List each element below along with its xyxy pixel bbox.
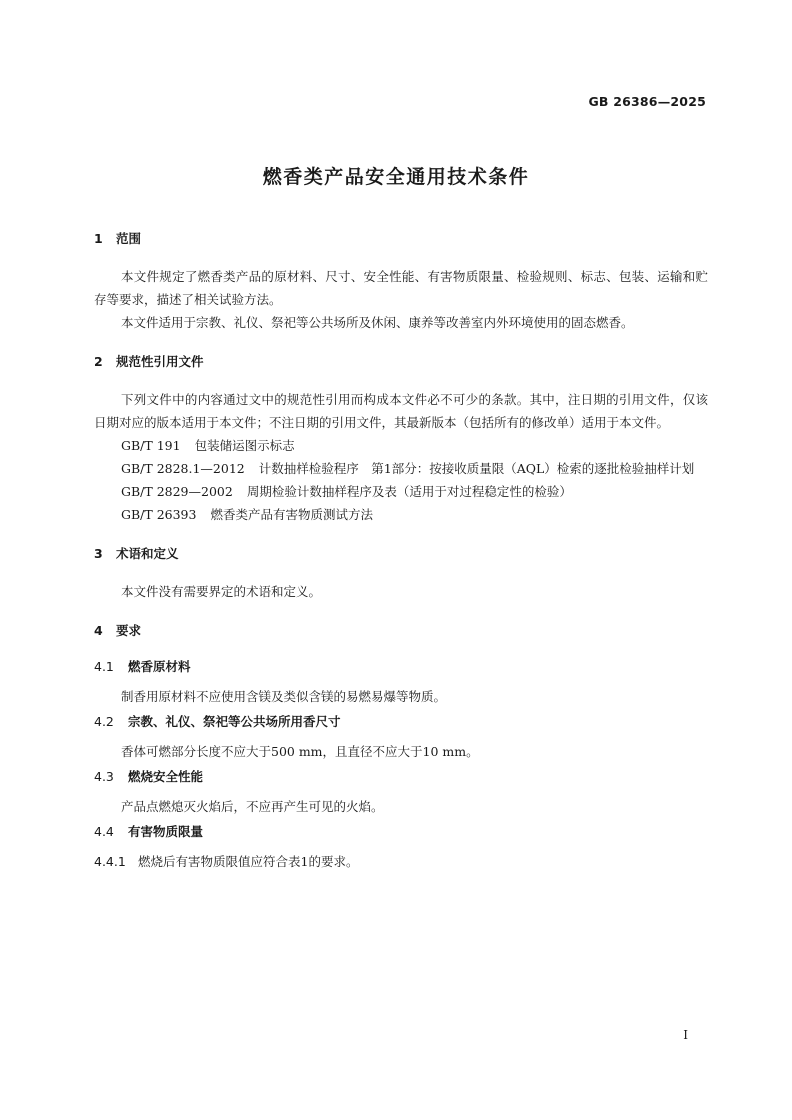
reference-title: 燃香类产品有害物质测试方法 bbox=[210, 507, 373, 522]
section-title: 要求 bbox=[116, 623, 142, 638]
section-number: 3 bbox=[94, 545, 103, 561]
section-title: 规范性引用文件 bbox=[116, 354, 204, 369]
reference-code: GB/T 2829—2002 bbox=[121, 484, 233, 499]
document-title: 燃香类产品安全通用技术条件 bbox=[262, 166, 530, 188]
reference-code: GB/T 2828.1—2012 bbox=[121, 461, 245, 476]
subsection-4-4-heading bbox=[94, 822, 708, 840]
subsection-number: 4.3 bbox=[94, 768, 114, 784]
paragraph: 本文件适用于宗教、礼仪、祭祀等公共场所及休闲、康养等改善室内外环境使用的固态燃香。 bbox=[121, 315, 634, 330]
subsection-4-2-heading bbox=[94, 712, 708, 730]
subsection-number: 4.4 bbox=[94, 823, 114, 839]
clause-number: 4.4.1 bbox=[94, 853, 126, 869]
section-title: 术语和定义 bbox=[116, 546, 179, 561]
clause-4-4-1 bbox=[94, 852, 708, 870]
subsection-title: 宗教、礼仪、祭祀等公共场所用香尺寸 bbox=[128, 714, 341, 729]
section-3-heading bbox=[94, 544, 708, 562]
reference-title: 包装储运图示标志 bbox=[194, 438, 295, 453]
paragraph: 本文件规定了燃香类产品的原材料、尺寸、安全性能、有害物质限量、检验规则、标志、包装、运输和贮存等要求，描述了相关试验方法。 bbox=[94, 269, 708, 307]
clause-text: 燃烧后有害物质限值应符合表1的要求。 bbox=[138, 854, 359, 869]
section-number: 4 bbox=[94, 622, 103, 638]
reference-item bbox=[94, 480, 708, 503]
document-body bbox=[94, 229, 708, 870]
paragraph: 制香用原材料不应使用含镁及类似含镁的易燃易爆等物质。 bbox=[121, 689, 447, 704]
subsection-number: 4.1 bbox=[94, 658, 114, 674]
section-2-heading bbox=[94, 352, 708, 370]
section-1-heading bbox=[94, 229, 708, 247]
subsection-4-3-heading bbox=[94, 767, 708, 785]
reference-code: GB/T 191 bbox=[121, 438, 181, 453]
subsection-title: 燃烧安全性能 bbox=[128, 769, 204, 784]
standard-code: GB 26386—2025 bbox=[588, 94, 706, 109]
reference-code: GB/T 26393 bbox=[121, 507, 197, 522]
paragraph: 香体可燃部分长度不应大于500 mm，且直径不应大于10 mm。 bbox=[121, 744, 479, 759]
section-title: 范围 bbox=[116, 231, 142, 246]
subsection-title: 有害物质限量 bbox=[128, 824, 204, 839]
section-number: 2 bbox=[94, 353, 103, 369]
page-number: I bbox=[683, 1028, 688, 1042]
reference-item bbox=[94, 457, 708, 480]
reference-title: 周期检验计数抽样程序及表（适用于对过程稳定性的检验） bbox=[246, 484, 572, 499]
reference-item bbox=[94, 434, 708, 457]
paragraph: 下列文件中的内容通过文中的规范性引用而构成本文件必不可少的条款。其中，注日期的引用文件，仅该日期对应的版本适用于本文件；不注日期的引用文件，其最新版本（包括所有的修改单）适用于本文件。 bbox=[94, 392, 708, 430]
paragraph: 产品点燃熄灭火焰后，不应再产生可见的火焰。 bbox=[121, 799, 384, 814]
section-4-heading bbox=[94, 621, 708, 639]
subsection-4-1-heading bbox=[94, 657, 708, 675]
paragraph: 本文件没有需要界定的术语和定义。 bbox=[121, 584, 322, 599]
section-number: 1 bbox=[94, 230, 103, 246]
reference-title: 计数抽样检验程序 第1部分：按接收质量限（AQL）检索的逐批检验抽样计划 bbox=[258, 461, 695, 476]
subsection-number: 4.2 bbox=[94, 713, 114, 729]
subsection-title: 燃香原材料 bbox=[128, 659, 191, 674]
reference-item bbox=[94, 503, 708, 526]
